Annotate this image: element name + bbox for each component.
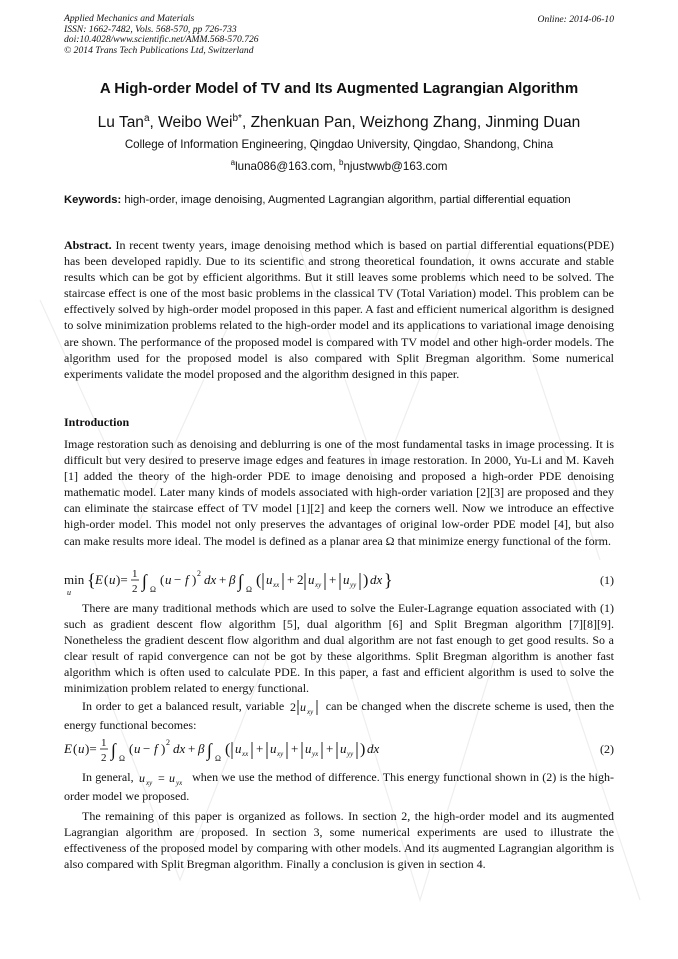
- equation-1: [64, 567, 614, 595]
- svg-text:u: u: [308, 572, 315, 587]
- email-a-sup: a: [230, 158, 236, 167]
- svg-text:2: 2: [297, 572, 304, 587]
- svg-text:(: (: [256, 572, 262, 589]
- p4-text-a: In general,: [82, 770, 134, 784]
- svg-text:)=: )=: [116, 572, 128, 587]
- email-b: njustwwb@163.com: [343, 159, 448, 173]
- doi: doi:10.4028/www.scientific.net/AMM.568-570.726: [64, 34, 259, 46]
- svg-text:+: +: [219, 572, 227, 587]
- copyright: © 2014 Trans Tech Publications Ltd, Switzerland: [64, 44, 254, 56]
- keywords-text: high-order, image denoising, Augmented Lagrangian algorithm, partial differential equation: [124, 194, 571, 206]
- svg-text:∫: ∫: [111, 740, 116, 760]
- svg-text:u: u: [305, 741, 312, 756]
- svg-text:+: +: [256, 741, 264, 756]
- equation-1-formula: [64, 567, 534, 597]
- svg-text:): ): [363, 572, 369, 589]
- keywords-label: Keywords:: [64, 194, 122, 206]
- svg-text:β: β: [198, 741, 205, 756]
- svg-text:xy: xy: [315, 581, 322, 589]
- author-1: Lu Tan: [97, 114, 144, 132]
- author-2: Weibo Wei: [158, 114, 233, 132]
- svg-text:u: u: [235, 741, 242, 756]
- svg-text:E: E: [64, 741, 72, 756]
- inline-math-uxy-eq-uyx: [137, 769, 189, 787]
- issn: ISSN: 1662-7482, Vols. 568-570, pp 726-733: [64, 23, 237, 35]
- svg-text:2: 2: [289, 700, 296, 715]
- svg-text:(: (: [104, 572, 109, 587]
- svg-text:(: (: [225, 741, 231, 758]
- svg-text:)=: )=: [85, 741, 97, 756]
- svg-text:=: =: [157, 771, 165, 786]
- svg-text:−: −: [143, 741, 151, 756]
- svg-text:+: +: [291, 741, 299, 756]
- section-heading: Introduction: [64, 415, 130, 429]
- svg-text:yy: yy: [350, 581, 357, 589]
- svg-text:xy: xy: [277, 750, 284, 758]
- p4-text-b: when we use the method of difference. This energy functional shown in (2) is the high-order model we proposed.: [64, 770, 614, 804]
- other-authors: Zhenkuan Pan, Weizhong Zhang, Jinming Duan: [250, 114, 581, 132]
- svg-text:2: 2: [166, 738, 170, 747]
- authors: Lu Tan$^a$, Weibo Wei$^{b*}$, Zhenkuan Pan, Weizhong Zhang, Jinming Duan: [97, 113, 581, 132]
- svg-text:β: β: [229, 572, 236, 587]
- svg-text:u: u: [78, 741, 85, 756]
- svg-text:min: min: [64, 572, 85, 587]
- p3-text-a: In order to get a balanced result, variable: [82, 699, 285, 713]
- svg-text:yy: yy: [347, 750, 354, 758]
- svg-text:+: +: [188, 741, 196, 756]
- svg-text:u: u: [138, 771, 145, 786]
- svg-text:+: +: [287, 572, 295, 587]
- svg-text:(: (: [73, 741, 78, 756]
- author-2-sup: b*: [232, 113, 242, 124]
- journal-name: Applied Mechanics and Materials: [64, 13, 195, 24]
- svg-text:−: −: [174, 572, 182, 587]
- svg-text:u: u: [165, 572, 172, 587]
- svg-text:{: {: [87, 570, 96, 590]
- equation-2: [64, 736, 614, 764]
- p3-text-b: can be changed when the discrete scheme is used, then the energy functional becomes:: [64, 699, 615, 733]
- equation-2-formula: [64, 736, 534, 766]
- svg-text:yx: yx: [312, 750, 319, 758]
- paper-title: A High-order Model of TV and Its Augmented Lagrangian Algorithm: [99, 80, 579, 97]
- svg-text:1: 1: [101, 737, 107, 749]
- svg-text:∫: ∫: [207, 740, 212, 760]
- svg-text:u: u: [340, 741, 347, 756]
- equation-1-number: (1): [600, 573, 614, 587]
- affiliation: College of Information Engineering, Qingdao University, Qingdao, Shandong, China: [124, 138, 554, 151]
- svg-text:dx: dx: [370, 572, 383, 587]
- svg-text:Ω: Ω: [215, 754, 221, 763]
- intro-paragraph-1: Image restoration such as denoising and deblurring is one of the most fundamental tasks in image processing. It is difficult but very desired to preserve image edges and features in image restoration. In 2000, Yu-Li and M. Kaveh [1] added the theory of the high-order PDE to image denoising and proposed a high-order PDE denoising mathematic model. Later many kinds of models associated with high-order variation [2][3] are proposed and they can eliminate the staircase effect of TV model [1][2] and keep the corners well. Now we introduce an effective high-order model. This model not only preserves the advantages of original low-order PDE model [4], but also can make results more ideal. The model is defined as a planar area Ω that minimize energy functional of the form.: [64, 437, 614, 548]
- svg-text:∫: ∫: [142, 571, 147, 591]
- intro-paragraph-2: There are many traditional methods which are used to solve the Euler-Lagrange equation associated with (1) such as gradient descent flow algorithm [5], dual algorithm [6] and Split Bregman algorithm [7][8][9]. Nonetheless the gradient descent flow algorithm and dual algorithm are not fast enough to get good results. So a clear result of rapid convergence can not be got by these algorithms. Split Bregman algorithm is another fast algorithm which is often used to calculate PDE. In this paper, a fast and efficient algorithm is used to solve the minimization problem related to energy functional.: [64, 601, 614, 696]
- online-date: Online: 2014-06-10: [537, 14, 614, 25]
- svg-text:2: 2: [101, 752, 107, 764]
- email-b-sup: b: [339, 158, 344, 167]
- svg-text:dx: dx: [173, 741, 186, 756]
- svg-text:2: 2: [132, 583, 138, 595]
- equation-2-number: (2): [600, 742, 614, 756]
- svg-text:f: f: [154, 741, 158, 756]
- svg-text:f: f: [185, 572, 189, 587]
- svg-text:u: u: [168, 771, 175, 786]
- svg-text:xx: xx: [242, 750, 249, 758]
- svg-text:u: u: [109, 572, 116, 587]
- keywords: [64, 194, 614, 207]
- svg-text:u: u: [134, 741, 141, 756]
- svg-text:): ): [360, 741, 366, 758]
- svg-text:+: +: [329, 572, 337, 587]
- svg-text:): ): [192, 572, 197, 587]
- svg-text:xy: xy: [306, 708, 314, 717]
- svg-text:E: E: [95, 572, 103, 587]
- emails: [40, 158, 638, 173]
- svg-text:u: u: [266, 572, 273, 587]
- svg-text:}: }: [384, 570, 393, 590]
- intro-paragraph-3: [64, 697, 614, 734]
- svg-text:(: (: [129, 741, 134, 756]
- svg-text:Ω: Ω: [119, 754, 125, 763]
- svg-text:2: 2: [197, 569, 201, 578]
- abstract-text: In recent twenty years, image denoising method which is based on partial differential equations(PDE) has been developed rapidly. Due to its scientific and strong theoretical foundation, it owns accurate and stable results which can be got by efficient algorithms. But it still leaves some problems which need to be solved. The staircase effect is one of the most basic problems in the classical TV (Total Variation) model. This problem can be effectively solved by high-order model proposed in this paper. A fast and efficient numerical algorithm is designed to solve minimization problems related to the high-order model and its applications to variational image denoising are shown. The performance of the proposed model is compared with TV model and other high-order models. The algorithm used for the proposed model is also compared with Split Bregman algorithm. Some numerical experiments validate the model proposed and the algorithm designed in this paper.: [64, 238, 614, 381]
- svg-text:u: u: [67, 588, 71, 597]
- intro-paragraph-5: The remaining of this paper is organized as follows. In section 2, the high-order model and its augmented Lagrangian algorithm are proposed. In section 3, some numerical experiments are used to illustrate the effectiveness of the proposed model by comparing with other models. And its augmented Lagrangian algorithm is also compared with Split Bregman algorithm. Finally a conclusion is given in section 4.: [64, 809, 614, 872]
- abstract: [64, 237, 614, 382]
- author-1-sup: a: [143, 113, 150, 124]
- svg-text:(: (: [160, 572, 165, 587]
- abstract-label: Abstract.: [64, 238, 112, 252]
- svg-text:Ω: Ω: [150, 585, 156, 594]
- svg-text:): ): [161, 741, 166, 756]
- svg-text:1: 1: [132, 568, 138, 580]
- svg-text:u: u: [343, 572, 350, 587]
- svg-text:yx: yx: [175, 779, 183, 788]
- svg-text:u: u: [270, 741, 277, 756]
- email-a: luna086@163.com,: [235, 159, 340, 173]
- svg-text:+: +: [326, 741, 334, 756]
- inline-math-2uxy: [288, 698, 322, 716]
- journal-header: [64, 14, 259, 56]
- svg-text:dx: dx: [204, 572, 217, 587]
- svg-text:Ω: Ω: [246, 585, 252, 594]
- svg-text:dx: dx: [367, 741, 380, 756]
- svg-text:xy: xy: [145, 779, 153, 788]
- intro-paragraph-4: [64, 768, 614, 805]
- svg-text:u: u: [299, 700, 306, 715]
- svg-text:∫: ∫: [238, 571, 243, 591]
- svg-text:xx: xx: [273, 581, 280, 589]
